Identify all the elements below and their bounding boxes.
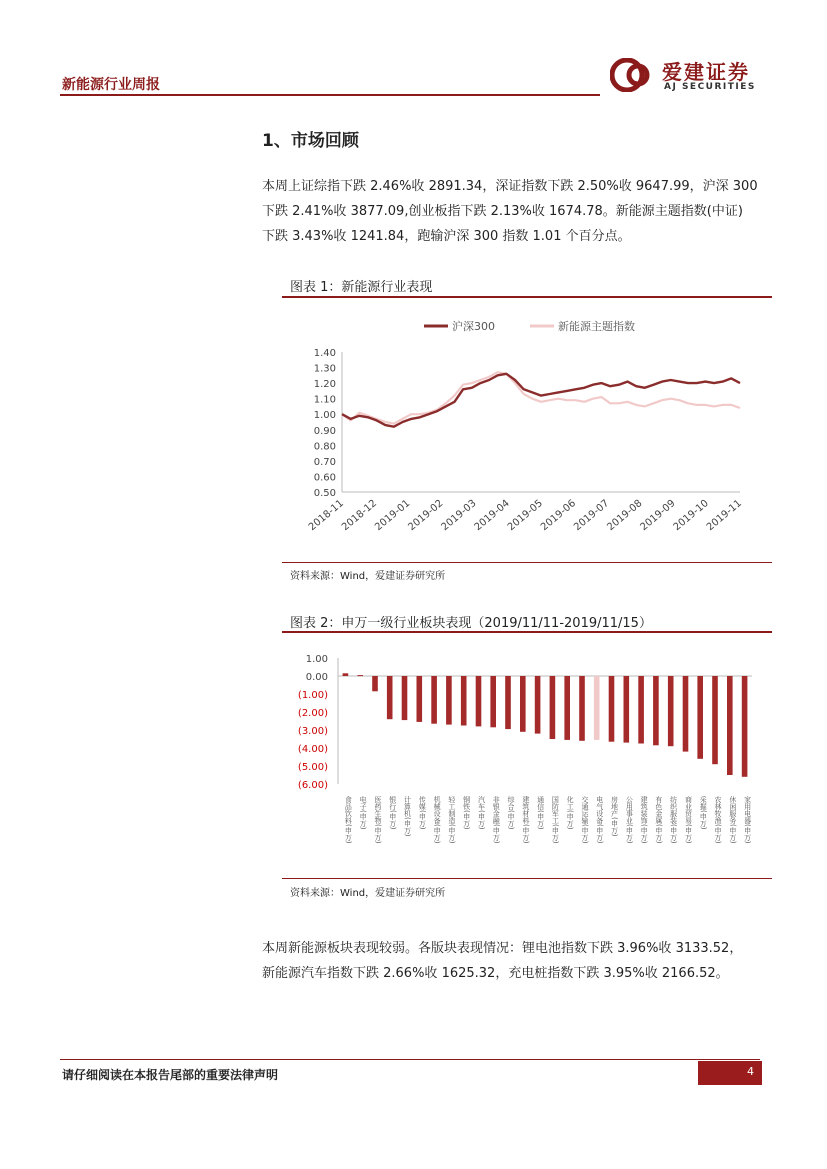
bar (594, 676, 600, 740)
category-label: 交通运输(申万) (580, 796, 589, 844)
x-tick-label: 2018-11 (306, 497, 346, 534)
bar (638, 676, 644, 744)
logo-text-cn: 爱建证券 (662, 60, 750, 84)
y-tick-label: (2.00) (297, 708, 328, 719)
x-tick-label: 2019-07 (572, 497, 612, 534)
x-tick-label: 2019-11 (704, 497, 744, 534)
figure2-top-rule (282, 631, 772, 633)
y-tick-label: 1.10 (313, 394, 336, 406)
bar (387, 676, 393, 719)
bar (446, 676, 452, 725)
header-divider (60, 94, 600, 96)
y-tick-label: (6.00) (297, 780, 328, 791)
section-title: 1、市场回顾 (262, 131, 359, 151)
category-label: 银行(申万) (388, 796, 397, 830)
category-label: 计算机(申万) (403, 796, 412, 837)
x-tick-label: 2019-03 (439, 497, 479, 534)
bar (727, 676, 733, 775)
category-label: 钢铁(申万) (462, 796, 471, 830)
y-tick-label: 0.00 (305, 672, 328, 683)
bar (668, 676, 674, 746)
figure1-top-rule (282, 296, 772, 298)
legend-label: 沪深300 (452, 320, 495, 333)
category-label: 纺织服装(申万) (669, 796, 678, 844)
y-tick-label: (5.00) (297, 762, 328, 773)
paragraph-line: 本周新能源板块表现较弱。各版块表现情况：锂电池指数下跌 3.96%收 3133.52， (262, 941, 743, 956)
category-label: 传媒(申万) (418, 796, 427, 830)
bar (550, 676, 556, 739)
x-tick-label: 2019-10 (671, 497, 711, 534)
category-label: 电气设备(申万) (595, 796, 604, 844)
bar (742, 676, 748, 777)
y-tick-label: 0.60 (313, 472, 336, 484)
bar (417, 676, 423, 722)
category-label: 非银金融(申万) (492, 796, 501, 844)
figure1-bottom-rule (282, 562, 772, 563)
bar (461, 676, 467, 726)
x-tick-label: 2019-05 (505, 497, 545, 534)
category-label: 建筑材料(申万) (521, 796, 530, 844)
category-label: 电子(申万) (359, 796, 368, 830)
bar (712, 676, 718, 764)
x-tick-label: 2019-01 (373, 497, 413, 534)
category-label: 综合(申万) (507, 796, 516, 830)
bar (357, 675, 363, 676)
paragraph-line: 下跌 2.41%收 3877.09,创业板指下跌 2.13%收 1674.78。新能源主题指数(中证) (262, 204, 743, 219)
x-tick-label: 2019-08 (605, 497, 645, 534)
market-review-paragraph (262, 174, 762, 249)
y-tick-label: (3.00) (297, 726, 328, 737)
category-label: 采掘(申万) (699, 796, 708, 830)
y-tick-label: 1.00 (305, 654, 328, 665)
page-number: 4 (698, 1061, 762, 1085)
figure2-source: 资料来源：Wind，爱建证券研究所 (290, 888, 446, 899)
figure1-source: 资料来源：Wind，爱建证券研究所 (290, 571, 446, 582)
paragraph-line: 本周上证综指下跌 2.46%收 2891.34，深证指数下跌 2.50%收 9647.99，沪深 300 (262, 179, 758, 194)
x-tick-label: 2019-04 (472, 497, 512, 534)
category-label: 家用电器(申万) (743, 796, 752, 844)
y-tick-label: (1.00) (297, 690, 328, 701)
figure2-bar-chart (282, 640, 772, 876)
category-label: 汽车(申万) (477, 796, 486, 830)
bar (372, 676, 378, 691)
category-label: 机械设备(申万) (433, 796, 442, 844)
footer-divider (60, 1059, 760, 1060)
legend-label: 新能源主题指数 (558, 320, 635, 333)
y-tick-label: 0.90 (313, 425, 336, 437)
figure1-title: 图表 1：新能源行业表现 (290, 280, 433, 295)
category-label: 房地产(申万) (610, 796, 619, 837)
category-label: 化工(申万) (566, 796, 575, 830)
bar (343, 673, 349, 676)
category-label: 轻工制造(申万) (447, 796, 456, 844)
category-label: 国防军工(申万) (551, 796, 560, 844)
category-label: 休闲服务(申万) (728, 796, 737, 844)
bar (402, 676, 408, 720)
category-label: 农林牧渔(申万) (714, 796, 723, 844)
category-label: 食品饮料(申万) (344, 796, 353, 844)
x-tick-label: 2019-06 (539, 497, 579, 534)
bar (683, 676, 689, 752)
bar (697, 676, 703, 759)
bar (579, 676, 585, 741)
bar (609, 676, 615, 742)
company-logo-icon (610, 58, 654, 92)
bar (653, 676, 659, 745)
bar (505, 676, 511, 729)
report-title: 新能源行业周报 (62, 77, 160, 93)
category-label: 建筑装饰(申万) (640, 796, 649, 844)
x-tick-label: 2018-12 (340, 497, 380, 534)
y-tick-label: (4.00) (297, 744, 328, 755)
logo-text-en: AJ SECURITIES (664, 82, 756, 92)
bar (476, 676, 482, 726)
paragraph-line: 下跌 3.43%收 1241.84，跑输沪深 300 指数 1.01 个百分点。 (262, 229, 631, 244)
category-label: 公用事业(申万) (625, 796, 634, 844)
footer-disclaimer: 请仔细阅读在本报告尾部的重要法律声明 (62, 1068, 279, 1082)
bar (624, 676, 630, 743)
x-tick-label: 2019-09 (638, 497, 678, 534)
paragraph-line: 新能源汽车指数下跌 2.66%收 1625.32，充电桩指数下跌 3.95%收 2166.52。 (262, 966, 729, 981)
sector-performance-paragraph (262, 936, 762, 986)
x-tick-label: 2019-02 (406, 497, 446, 534)
bar (490, 676, 496, 727)
bar (564, 676, 570, 740)
y-tick-label: 1.00 (313, 410, 336, 422)
figure2-title: 图表 2：申万一级行业板块表现（2019/11/11-2019/11/15） (290, 616, 652, 631)
bar (431, 676, 437, 724)
y-tick-label: 0.50 (313, 488, 336, 499)
bar (535, 676, 541, 734)
figure1-line-chart (282, 300, 772, 560)
category-label: 商业贸易(申万) (684, 796, 693, 844)
y-tick-label: 1.30 (313, 363, 336, 375)
category-label: 有色金属(申万) (654, 796, 663, 844)
bar (520, 676, 526, 732)
y-tick-label: 1.20 (313, 379, 336, 391)
series-line-newenergy (342, 372, 740, 423)
y-tick-label: 0.70 (313, 456, 336, 468)
y-tick-label: 1.40 (313, 348, 336, 359)
y-tick-label: 0.80 (313, 441, 336, 453)
category-label: 医药生物(申万) (373, 796, 382, 844)
category-label: 通信(申万) (536, 796, 545, 830)
figure2-bottom-rule (282, 878, 772, 879)
